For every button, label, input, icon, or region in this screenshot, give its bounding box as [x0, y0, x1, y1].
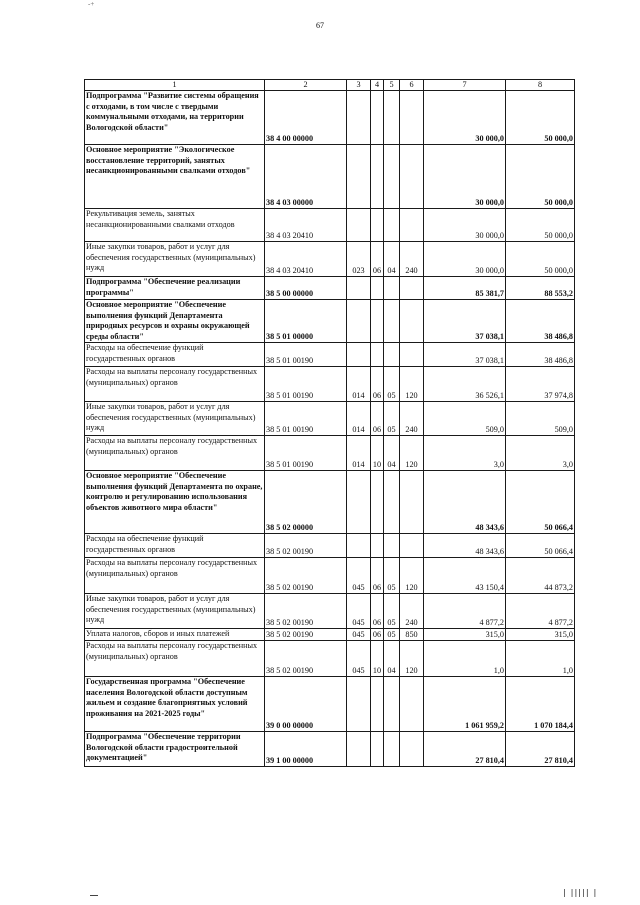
row-target-code: 38 5 02 00190 [265, 594, 347, 629]
row-amount-col7: 3,0 [424, 436, 506, 471]
row-amount-col7: 36 526,1 [424, 367, 506, 402]
row-amount-col8: 88 553,2 [506, 277, 575, 300]
row-amount-col7: 1 061 959,2 [424, 677, 506, 732]
row-subsection [384, 209, 400, 242]
table-row [85, 534, 575, 558]
table-row [85, 91, 575, 145]
row-expense-type: 850 [400, 629, 424, 641]
row-admin-code: 014 [347, 367, 371, 402]
row-name: Подпрограмма "Развитие системы обращения с отходами, в том числе с твердыми коммунальными отходами, на территории Вологодской области" [85, 91, 265, 145]
row-target-code: 38 4 00 00000 [265, 91, 347, 145]
row-amount-col7: 30 000,0 [424, 209, 506, 242]
row-target-code: 38 5 02 00190 [265, 641, 347, 677]
row-expense-type [400, 534, 424, 558]
scan-corner-mark: -+ [88, 0, 95, 8]
header-col-8: 8 [506, 80, 575, 91]
row-subsection [384, 534, 400, 558]
table-row [85, 677, 575, 732]
row-amount-col8: 1 070 184,4 [506, 677, 575, 732]
row-admin-code [347, 732, 371, 767]
row-amount-col7: 37 038,1 [424, 300, 506, 343]
row-section [371, 471, 384, 534]
row-target-code: 38 5 01 00000 [265, 300, 347, 343]
row-target-code: 38 5 00 00000 [265, 277, 347, 300]
row-amount-col7: 30 000,0 [424, 242, 506, 277]
row-admin-code [347, 277, 371, 300]
scan-barcode: | ||||| | [562, 888, 597, 897]
row-amount-col7: 37 038,1 [424, 343, 506, 367]
table-row [85, 471, 575, 534]
row-subsection: 05 [384, 367, 400, 402]
row-amount-col7: 27 810,4 [424, 732, 506, 767]
row-admin-code: 045 [347, 558, 371, 594]
row-amount-col8: 50 066,4 [506, 471, 575, 534]
row-admin-code [347, 677, 371, 732]
table-row [85, 629, 575, 641]
row-section: 06 [371, 594, 384, 629]
row-subsection [384, 677, 400, 732]
row-subsection [384, 732, 400, 767]
row-name: Расходы на выплаты персоналу государственных (муниципальных) органов [85, 367, 265, 402]
table-row [85, 402, 575, 436]
row-admin-code: 014 [347, 436, 371, 471]
row-expense-type [400, 91, 424, 145]
row-admin-code [347, 145, 371, 209]
row-admin-code [347, 300, 371, 343]
row-target-code: 38 5 01 00190 [265, 367, 347, 402]
row-amount-col8: 1,0 [506, 641, 575, 677]
row-expense-type [400, 732, 424, 767]
row-amount-col8: 3,0 [506, 436, 575, 471]
row-expense-type: 120 [400, 558, 424, 594]
row-target-code: 38 5 01 00190 [265, 436, 347, 471]
table-row [85, 209, 575, 242]
row-expense-type [400, 343, 424, 367]
row-name: Расходы на обеспечение функций государственных органов [85, 343, 265, 367]
row-section: 06 [371, 629, 384, 641]
row-subsection: 05 [384, 558, 400, 594]
row-name: Расходы на выплаты персоналу государственных (муниципальных) органов [85, 641, 265, 677]
row-expense-type: 120 [400, 641, 424, 677]
row-target-code: 39 0 00 00000 [265, 677, 347, 732]
row-amount-col7: 4 877,2 [424, 594, 506, 629]
row-amount-col8: 44 873,2 [506, 558, 575, 594]
row-section [371, 534, 384, 558]
row-admin-code: 023 [347, 242, 371, 277]
row-amount-col7: 48 343,6 [424, 534, 506, 558]
row-section [371, 277, 384, 300]
row-expense-type [400, 471, 424, 534]
row-amount-col7: 43 150,4 [424, 558, 506, 594]
table-row [85, 145, 575, 209]
row-target-code: 38 4 03 00000 [265, 145, 347, 209]
row-expense-type: 240 [400, 594, 424, 629]
row-subsection: 05 [384, 629, 400, 641]
row-amount-col8: 50 000,0 [506, 91, 575, 145]
table-row [85, 641, 575, 677]
row-section [371, 209, 384, 242]
row-admin-code: 045 [347, 629, 371, 641]
header-col-7: 7 [424, 80, 506, 91]
row-target-code: 38 5 01 00190 [265, 343, 347, 367]
scan-bottom-mark [90, 895, 98, 896]
row-section [371, 91, 384, 145]
row-amount-col8: 50 000,0 [506, 209, 575, 242]
row-admin-code [347, 471, 371, 534]
row-amount-col8: 4 877,2 [506, 594, 575, 629]
header-col-3: 3 [347, 80, 371, 91]
table-row [85, 277, 575, 300]
table-row [85, 594, 575, 629]
row-name: Государственная программа "Обеспечение населения Вологодской области доступным жильем и создание благоприятных условий проживания на 2021-2025 годы" [85, 677, 265, 732]
row-admin-code [347, 534, 371, 558]
row-name: Рекультивация земель, занятых несанкционированными свалками отходов [85, 209, 265, 242]
row-target-code: 38 4 03 20410 [265, 209, 347, 242]
row-expense-type: 240 [400, 402, 424, 436]
row-target-code: 38 5 02 00190 [265, 629, 347, 641]
header-col-5: 5 [384, 80, 400, 91]
row-amount-col7: 315,0 [424, 629, 506, 641]
row-amount-col7: 30 000,0 [424, 91, 506, 145]
header-col-1: 1 [85, 80, 265, 91]
row-amount-col8: 50 000,0 [506, 242, 575, 277]
row-amount-col8: 509,0 [506, 402, 575, 436]
row-admin-code [347, 209, 371, 242]
row-amount-col8: 37 974,8 [506, 367, 575, 402]
table-row [85, 732, 575, 767]
row-subsection: 04 [384, 436, 400, 471]
row-subsection [384, 277, 400, 300]
row-section: 10 [371, 436, 384, 471]
row-expense-type: 120 [400, 436, 424, 471]
row-subsection [384, 343, 400, 367]
row-name: Подпрограмма "Обеспечение территории Вологодской области градостроительной документацией" [85, 732, 265, 767]
page-number: 67 [316, 21, 324, 30]
table-row [85, 367, 575, 402]
row-subsection: 05 [384, 402, 400, 436]
row-section: 06 [371, 367, 384, 402]
table-header-row [85, 80, 575, 91]
row-expense-type [400, 300, 424, 343]
row-section [371, 732, 384, 767]
row-expense-type [400, 677, 424, 732]
row-admin-code: 045 [347, 641, 371, 677]
row-amount-col7: 1,0 [424, 641, 506, 677]
row-subsection [384, 145, 400, 209]
header-col-6: 6 [400, 80, 424, 91]
table-row [85, 558, 575, 594]
row-name: Уплата налогов, сборов и иных платежей [85, 629, 265, 641]
row-subsection: 04 [384, 242, 400, 277]
row-amount-col7: 48 343,6 [424, 471, 506, 534]
row-target-code: 38 5 02 00000 [265, 471, 347, 534]
row-admin-code: 045 [347, 594, 371, 629]
row-subsection [384, 471, 400, 534]
row-amount-col8: 50 066,4 [506, 534, 575, 558]
row-amount-col8: 50 000,0 [506, 145, 575, 209]
row-amount-col8: 38 486,8 [506, 300, 575, 343]
row-amount-col8: 315,0 [506, 629, 575, 641]
budget-table [84, 79, 575, 767]
row-expense-type: 120 [400, 367, 424, 402]
row-amount-col8: 27 810,4 [506, 732, 575, 767]
row-name: Подпрограмма "Обеспечение реализации программы" [85, 277, 265, 300]
row-target-code: 39 1 00 00000 [265, 732, 347, 767]
row-name: Основное мероприятие "Экологическое восстановление территорий, занятых несанкционированными свалками отходов" [85, 145, 265, 209]
row-expense-type [400, 209, 424, 242]
row-section [371, 677, 384, 732]
row-admin-code: 014 [347, 402, 371, 436]
row-target-code: 38 5 01 00190 [265, 402, 347, 436]
row-section: 06 [371, 242, 384, 277]
row-name: Расходы на выплаты персоналу государственных (муниципальных) органов [85, 436, 265, 471]
header-col-4: 4 [371, 80, 384, 91]
row-subsection: 04 [384, 641, 400, 677]
row-subsection [384, 91, 400, 145]
row-admin-code [347, 91, 371, 145]
row-amount-col7: 85 381,7 [424, 277, 506, 300]
row-name: Основное мероприятие "Обеспечение выполнения функций Департамента природных ресурсов и охраны окружающей среды области" [85, 300, 265, 343]
table-row [85, 436, 575, 471]
row-section: 06 [371, 558, 384, 594]
row-section: 06 [371, 402, 384, 436]
row-expense-type [400, 145, 424, 209]
row-section [371, 145, 384, 209]
row-section [371, 300, 384, 343]
table-body [85, 80, 575, 767]
row-name: Основное мероприятие "Обеспечение выполнения функций Департамента по охране, контролю и регулированию использования объектов животного мира области" [85, 471, 265, 534]
row-expense-type [400, 277, 424, 300]
row-amount-col7: 30 000,0 [424, 145, 506, 209]
table-row [85, 343, 575, 367]
row-name: Расходы на обеспечение функций государственных органов [85, 534, 265, 558]
row-section: 10 [371, 641, 384, 677]
row-subsection: 05 [384, 594, 400, 629]
row-target-code: 38 5 02 00190 [265, 534, 347, 558]
row-target-code: 38 5 02 00190 [265, 558, 347, 594]
row-name: Иные закупки товаров, работ и услуг для обеспечения государственных (муниципальных) нужд [85, 242, 265, 277]
row-name: Иные закупки товаров, работ и услуг для обеспечения государственных (муниципальных) нужд [85, 594, 265, 629]
row-amount-col7: 509,0 [424, 402, 506, 436]
row-subsection [384, 300, 400, 343]
row-expense-type: 240 [400, 242, 424, 277]
header-col-2: 2 [265, 80, 347, 91]
row-target-code: 38 4 03 20410 [265, 242, 347, 277]
row-amount-col8: 38 486,8 [506, 343, 575, 367]
row-name: Расходы на выплаты персоналу государственных (муниципальных) органов [85, 558, 265, 594]
row-admin-code [347, 343, 371, 367]
row-section [371, 343, 384, 367]
table-row [85, 242, 575, 277]
row-name: Иные закупки товаров, работ и услуг для обеспечения государственных (муниципальных) нужд [85, 402, 265, 436]
table-row [85, 300, 575, 343]
